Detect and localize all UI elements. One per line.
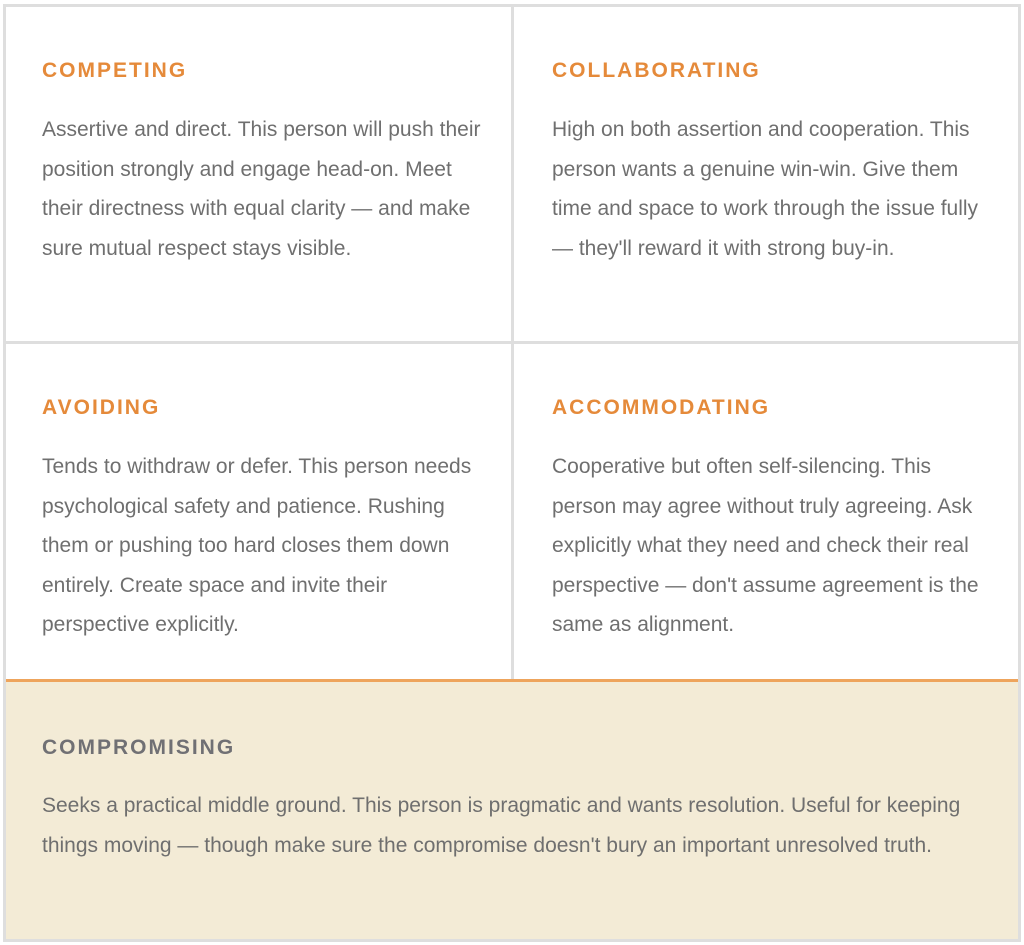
- style-title: COMPETING: [42, 59, 188, 82]
- style-title: COMPROMISING: [42, 736, 236, 759]
- style-title: ACCOMMODATING: [552, 396, 771, 419]
- style-title: COLLABORATING: [552, 59, 761, 82]
- style-card-avoiding: [6, 344, 511, 679]
- style-description: Seeks a practical middle ground. This person is pragmatic and wants resolution. Useful for keeping things moving — though make sure the compromise doesn't bury an important unresolved truth.: [42, 794, 961, 857]
- style-description: Tends to withdraw or defer. This person needs psychological safety and patience. Rushing them or pushing too hard closes them down entirely. Create space and invite their perspective explicitly.: [42, 455, 472, 636]
- quadrant-grid: [6, 7, 1018, 679]
- style-description: Assertive and direct. This person will push their position strongly and engage head-on. Meet their directness with equal clarity — and make sure mutual respect stays visible.: [42, 118, 481, 260]
- style-title: AVOIDING: [42, 396, 161, 419]
- style-description: Cooperative but often self-silencing. This person may agree without truly agreeing. Ask explicitly what they need and check their real perspective — don't assume agreement is the same as alignment.: [552, 455, 979, 636]
- style-card-accommodating: [514, 344, 1018, 679]
- style-card-collaborating: [514, 7, 1018, 341]
- style-card-competing: [6, 7, 511, 341]
- style-card-compromising: [6, 679, 1018, 939]
- conflict-styles-grid: [3, 4, 1021, 942]
- style-description: High on both assertion and cooperation. This person wants a genuine win-win. Give them time and space to work through the issue fully — they'll reward it with strong buy-in.: [552, 118, 979, 260]
